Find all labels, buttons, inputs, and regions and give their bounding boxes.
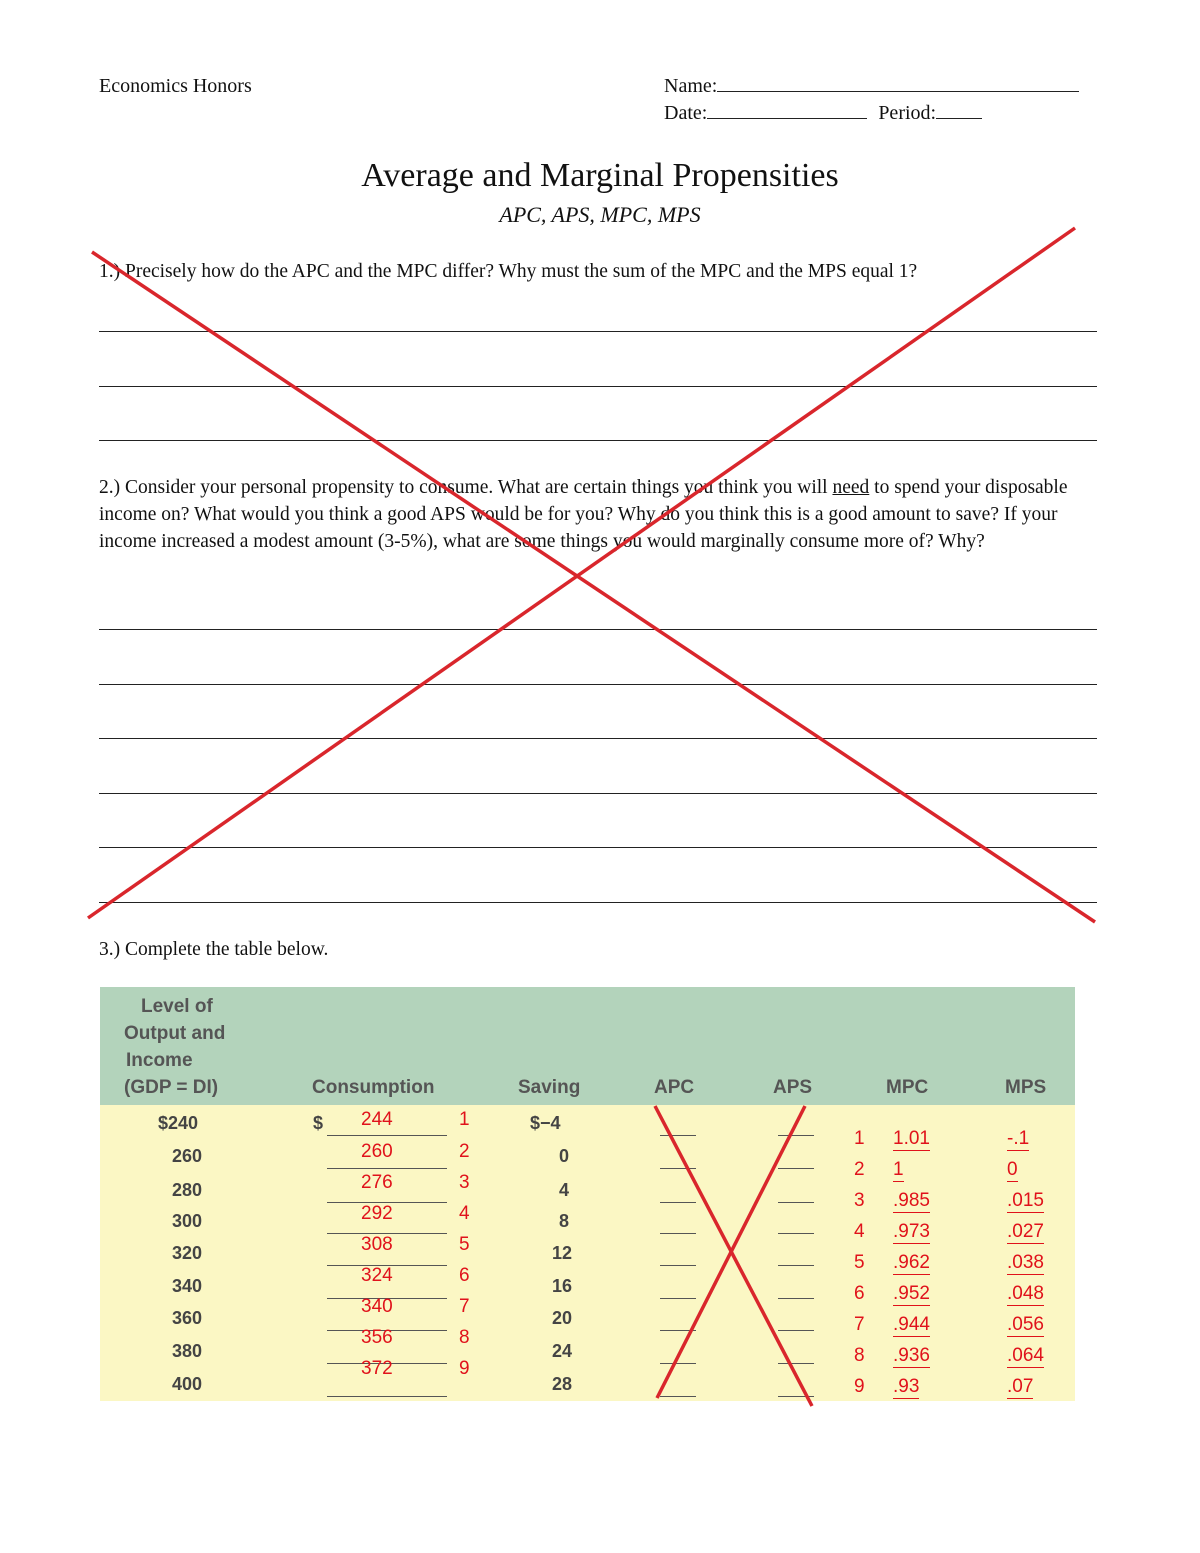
header-aps: APS xyxy=(773,1077,813,1098)
row-number: 6 xyxy=(459,1265,470,1286)
mps-answer: .027 xyxy=(1007,1221,1044,1242)
mpc-row-number: 9 xyxy=(854,1376,865,1397)
header-level-line1: Level of xyxy=(141,996,213,1017)
gdp-cell: 300 xyxy=(172,1211,203,1231)
gdp-cell: $240 xyxy=(158,1113,199,1133)
mpc-answer: 1.01 xyxy=(893,1128,930,1149)
name-label: Name: xyxy=(664,75,718,97)
question-1: 1.) Precisely how do the APC and the MPC differ? Why must the sum of the MPC and the MPS equal 1? xyxy=(99,261,918,282)
period-label: Period: xyxy=(878,102,937,124)
question-2-text-b: to spend your disposable income on? What would you think a good APS would be for you? Why do you think this is a good amount to save? If your income increased a modest amount (3-5%), what are some things you would marginally consume more of? Why? xyxy=(99,477,1068,552)
date-label: Date: xyxy=(664,102,708,124)
red-cross-stroke xyxy=(655,1106,812,1406)
red-cross-stroke xyxy=(92,252,1095,922)
gdp-cell: 360 xyxy=(172,1308,203,1328)
saving-cell: 16 xyxy=(552,1276,573,1296)
header-mpc: MPC xyxy=(886,1077,929,1098)
header-saving: Saving xyxy=(518,1077,581,1098)
mpc-row-number: 6 xyxy=(854,1283,865,1304)
consumption-answer: 244 xyxy=(361,1109,393,1130)
page-title: Average and Marginal Propensities xyxy=(361,157,839,194)
mps-answer: .056 xyxy=(1007,1314,1044,1335)
consumption-answer: 292 xyxy=(361,1203,393,1224)
question-2-text-a: 2.) Consider your personal propensity to consume. What are certain things you think you will xyxy=(99,477,833,498)
header-apc: APC xyxy=(654,1077,695,1098)
mpc-answer: .985 xyxy=(893,1190,930,1211)
consumption-answer: 372 xyxy=(361,1358,393,1379)
mps-answer: .064 xyxy=(1007,1345,1044,1366)
row-number: 2 xyxy=(459,1141,470,1162)
consumption-answer: 356 xyxy=(361,1327,393,1348)
header-consumption: Consumption xyxy=(312,1077,435,1098)
header-mps: MPS xyxy=(1005,1077,1047,1098)
mpc-row-number: 7 xyxy=(854,1314,865,1335)
mpc-answer: .93 xyxy=(893,1376,920,1397)
question-3: 3.) Complete the table below. xyxy=(99,939,329,960)
gdp-cell: 280 xyxy=(172,1180,203,1200)
mpc-row-number: 8 xyxy=(854,1345,865,1366)
saving-cell: 12 xyxy=(552,1243,573,1263)
mpc-row-number: 5 xyxy=(854,1252,865,1273)
mps-answer: 0 xyxy=(1007,1159,1018,1180)
mps-answer: .07 xyxy=(1007,1376,1034,1397)
course-name: Economics Honors xyxy=(99,75,252,97)
page-subtitle: APC, APS, MPC, MPS xyxy=(499,202,701,227)
mpc-answer: .936 xyxy=(893,1345,930,1366)
saving-cell: 28 xyxy=(552,1374,573,1394)
header-level-line2: Output and xyxy=(124,1023,226,1044)
mpc-answer: .952 xyxy=(893,1283,930,1304)
mps-answer: .038 xyxy=(1007,1252,1044,1273)
mps-answer: .048 xyxy=(1007,1283,1044,1304)
red-cross-stroke xyxy=(88,228,1075,918)
gdp-cell: 320 xyxy=(172,1243,203,1263)
question-2-underlined-word: need xyxy=(832,477,870,498)
row-number: 9 xyxy=(459,1358,470,1379)
consumption-answer: 260 xyxy=(361,1141,393,1162)
mpc-row-number: 3 xyxy=(854,1190,865,1211)
mpc-row-number: 2 xyxy=(854,1159,865,1180)
gdp-cell: 400 xyxy=(172,1374,203,1394)
row-number: 3 xyxy=(459,1172,470,1193)
mpc-row-number: 1 xyxy=(854,1128,865,1149)
consumption-answer: 276 xyxy=(361,1172,393,1193)
saving-cell: 0 xyxy=(559,1146,570,1166)
header-level-line3: Income xyxy=(126,1050,193,1071)
saving-cell: 20 xyxy=(552,1308,573,1328)
row-number: 8 xyxy=(459,1327,470,1348)
gdp-cell: 380 xyxy=(172,1341,203,1361)
consumption-answer: 324 xyxy=(361,1265,393,1286)
row-number: 1 xyxy=(459,1109,470,1130)
mpc-row-number: 4 xyxy=(854,1221,865,1242)
mpc-answer: .962 xyxy=(893,1252,930,1273)
mps-answer: .015 xyxy=(1007,1190,1044,1211)
consumption-dollar-sign: $ xyxy=(313,1113,324,1133)
saving-cell: $−4 xyxy=(530,1113,561,1133)
header-level-line4: (GDP = DI) xyxy=(124,1077,219,1098)
consumption-answer: 308 xyxy=(361,1234,393,1255)
saving-cell: 4 xyxy=(559,1180,570,1200)
gdp-cell: 260 xyxy=(172,1146,203,1166)
mpc-answer: .973 xyxy=(893,1221,930,1242)
row-number: 7 xyxy=(459,1296,470,1317)
mps-answer: -.1 xyxy=(1007,1128,1030,1149)
saving-cell: 8 xyxy=(559,1211,570,1231)
consumption-answer: 340 xyxy=(361,1296,393,1317)
mpc-answer: .944 xyxy=(893,1314,930,1335)
mpc-answer: 1 xyxy=(893,1159,904,1180)
gdp-cell: 340 xyxy=(172,1276,203,1296)
row-number: 5 xyxy=(459,1234,470,1255)
row-number: 4 xyxy=(459,1203,470,1224)
saving-cell: 24 xyxy=(552,1341,573,1361)
